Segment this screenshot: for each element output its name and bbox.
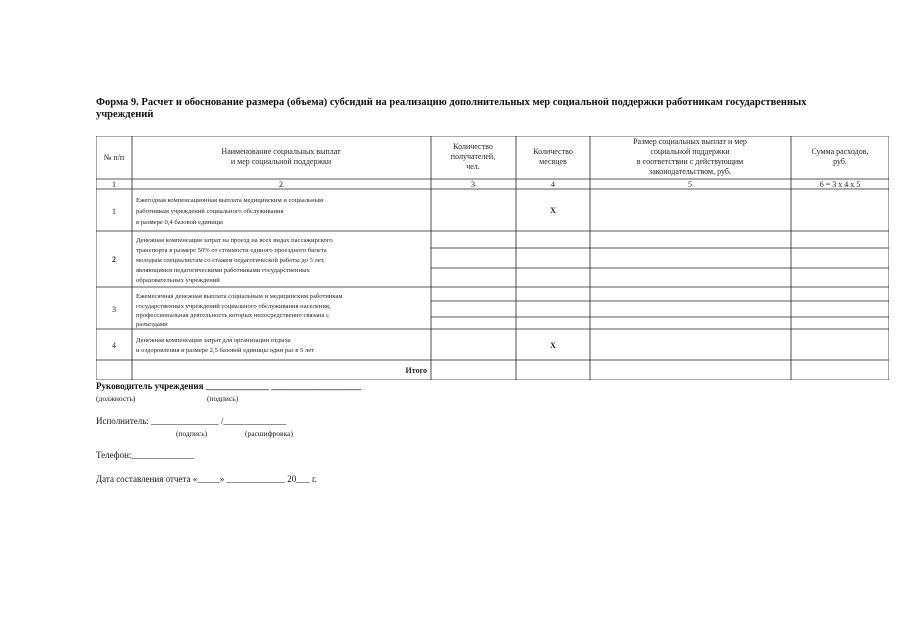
row2-text-line5: образовательных учреждений [136, 277, 220, 284]
row4-months-mark: X [550, 341, 556, 350]
row1-num: 1 [112, 207, 116, 216]
header-months-line1: Количество [533, 147, 573, 156]
header-months-line2: месяцев [539, 157, 567, 166]
header-size-line3: в соответствии с действующим [636, 157, 744, 166]
colnum-5: 5 [688, 180, 692, 189]
row2-text-line2: транспорта в размере 50% от стоимости единого проездного билета [136, 247, 327, 254]
head-signature-line: Руководитель учреждения ______________ ____________________ [96, 381, 361, 391]
colnum-3: 3 [471, 180, 475, 189]
row1-months-mark: X [550, 206, 556, 215]
row3-text-line1: Ежемесячная денежная выплата социальным и медицинским работникам [136, 293, 343, 300]
row4-text-line1: Денежная компенсация затрат для организации отдыха [136, 337, 291, 344]
row3-num: 3 [112, 305, 116, 314]
header-num: № п/п [103, 153, 125, 162]
header-name-line2: и мер социальной поддержки [230, 157, 332, 166]
head-caption-signature: (подпись) [207, 394, 239, 403]
row1-text-line1: Ежегодная компенсационная выплата медицинским и социальным [136, 197, 324, 204]
header-size-line2: социальной поддержки [650, 147, 730, 156]
report-date-line: Дата составления отчета «_____» _____________ 20___ г. [96, 474, 317, 484]
header-recipients-line3: чел. [466, 162, 480, 171]
header-size-line4: законодательством, руб. [649, 167, 731, 176]
row1-text-line3: в размере 0,4 базовой единицы [136, 219, 223, 226]
executor-signature-line: Исполнитель: _______________ /______________ [96, 416, 287, 426]
colnum-2: 2 [279, 180, 283, 189]
row2-num: 2 [112, 255, 116, 264]
total-label: Итого [405, 366, 427, 375]
header-recipients-line1: Количество [453, 142, 493, 151]
row1-text-line2: работникам учреждений социального обслуживания [136, 208, 284, 215]
header-size-line1: Размер социальных выплат и мер [633, 137, 747, 146]
colnum-1: 1 [112, 180, 116, 189]
colnum-6: 6 = 3 x 4 x 5 [819, 180, 861, 189]
header-recipients-line2: получателей, [450, 152, 496, 161]
row4-text-line2: и оздоровления в размере 2,5 базовой единицы один раз в 5 лет [136, 347, 315, 354]
phone-line: Телефон:______________ [96, 450, 195, 460]
row2-text-line3: молодым специалистам со стажем педагогической работы до 3 лет, [136, 257, 325, 264]
header-total-line1: Сумма расходов, [811, 147, 869, 156]
header-name-line1: Наименование социальных выплат [221, 147, 341, 156]
header-total-line2: руб. [833, 157, 847, 166]
row3-text-line4: разъездами [136, 321, 168, 328]
subsidy-table [96, 136, 889, 380]
form-title: Форма 9. Расчет и обоснование размера (объема) субсидий на реализацию дополнительных мер социальной поддержки работникам государственных учреждений [96, 97, 807, 120]
row2-text-line4: являющимся педагогическими работниками государственных [136, 267, 310, 274]
head-caption-position: (должность) [96, 394, 136, 403]
row3-text-line3: профессиональная деятельность которых непосредственно связана с [136, 312, 330, 319]
executor-caption-signature: (подпись) [176, 429, 208, 438]
row2-text-line1: Денежная компенсация затрат на проезд на всех видах пассажирского [136, 237, 333, 244]
row3-text-line2: государственных учреждений социального обслуживания населения, [136, 303, 331, 310]
row4-num: 4 [112, 341, 116, 350]
executor-caption-decoding: (расшифровка) [245, 429, 293, 438]
colnum-4: 4 [551, 180, 555, 189]
